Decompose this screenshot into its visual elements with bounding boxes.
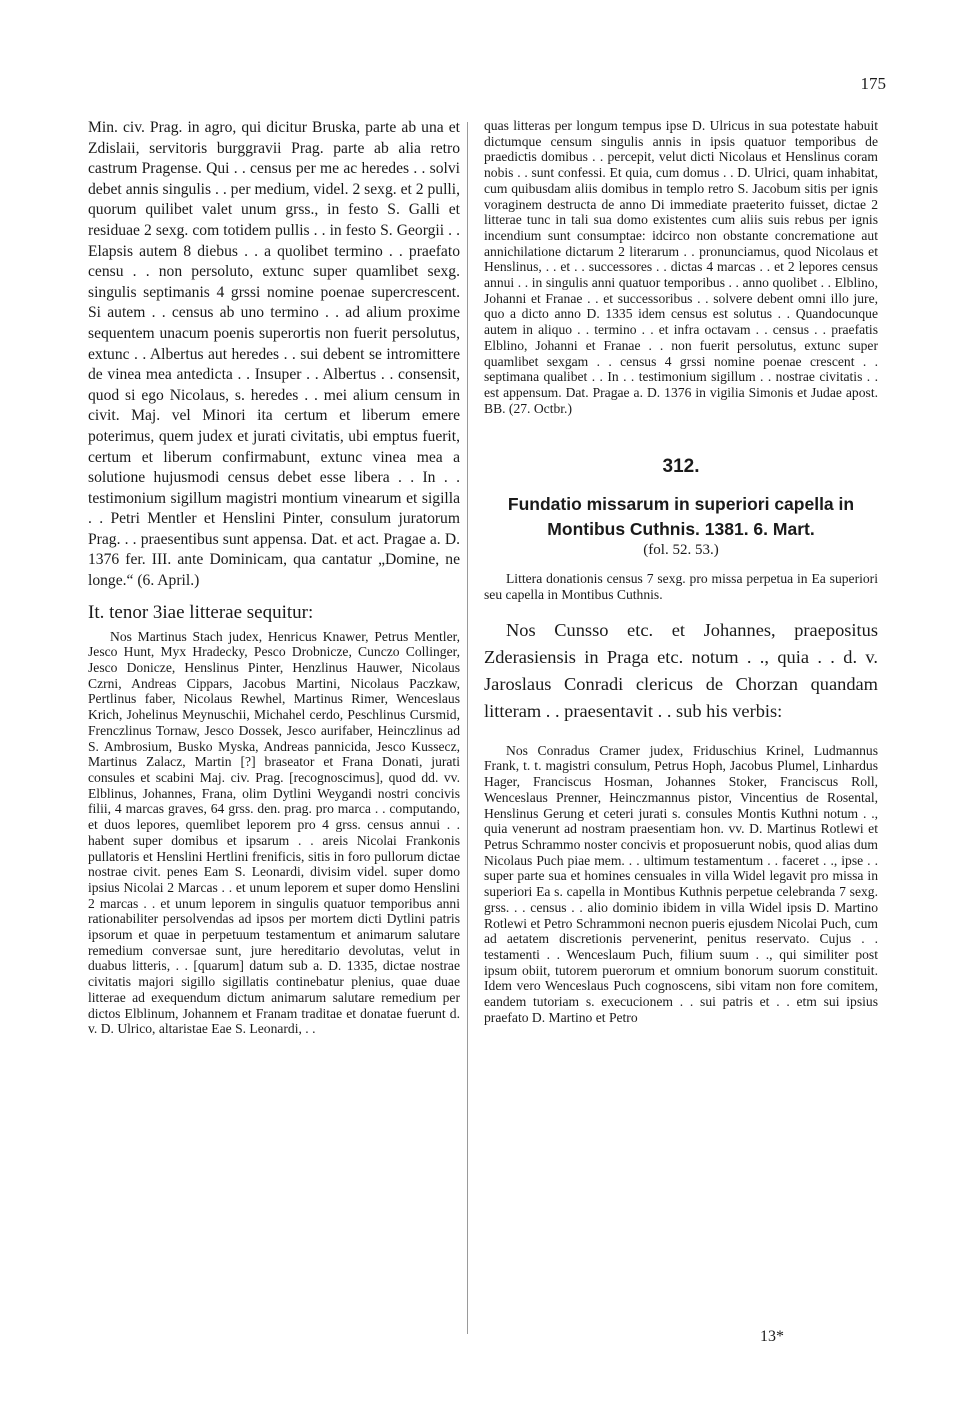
right-paragraph-2: Nos Conradus Cramer judex, Friduschius Krinel, Ludmannus Frank, t. t. magistri consulum, Petrus Hoph, Jacobus Plumel, Linhardus Hager, Franciscus Hosman, Johannes Stoker, Franciscus Roll, Wenceslaus Prenner, Heinczmannus pistor, Vincentius de Rosental, Henslinus Gerung et ceteri jurati s. consules Montis Kuthni notum . ., quia venerunt ad nostram praesentiam hon. vv. D. Martinus Rotlewi et Petrus Schrammo noster concivis et proposuerunt nobis, quod alias dum Nicolaus Puch piae mem. . . ultimum testamentum . . faceret . ., ipse . . super parte sua et homines censuales in villa Widel legavit pro missa in superiori Ea s. capella in Montibus Kuthnis perpetue celebranda 7 sexg. grss. . . census . . alio dominio ibidem in villa Widel ipsis D. Martino Rotlewi et Petro Schrammoni necnon pueris ejusdem Nicolai Puch, cum ad aetatem discretionis pervenerint, penitus reservato. Cujus . . testamenti . . Wenceslaum Puch, filium suum . ., qui similiter post ipsum obiit, tutorem puerorum et omnium bonorum suorum constituit. Idem vero Wenceslaus Puch cognoscens, sibi vitam non fore comitem, eandem tutoriam s. execucionem . . sui patris et . . etm sui ipsius praefato D. Martino et Petro bbox=[484, 742, 878, 1025]
sheet-signature: 13* bbox=[760, 1328, 784, 1345]
document-number: 312. bbox=[662, 456, 700, 478]
page-number: 175 bbox=[860, 74, 886, 93]
section-heading: It. tenor 3iae litterae sequitur: bbox=[88, 601, 314, 623]
document-title: Fundatio missarum in superiori capella in Montibus Cuthnis. 1381. 6. Mart. bbox=[507, 494, 855, 540]
column-divider bbox=[467, 122, 468, 1334]
document-summary: Littera donationis census 7 sexg. pro missa perpetua in Ea superiori seu capella in Montibus Cuthnis. bbox=[484, 571, 878, 603]
left-column bbox=[88, 118, 460, 1037]
left-paragraph-2: Nos Martinus Stach judex, Henricus Knawer, Petrus Mentler, Jesco Hunt, Myx Hradecky, Pesco Drobnicze, Cunczo Collinger, Jesco Donicze, Henslinus Pinter, Henzlinus Hauwer, Nicolaus Czrni, Andreas Cippars, Jacobus Martini, Nicolaus Paczkaw, Pertlinus faber, Nicolaus Rewhel, Martinus Rimer, Wenceslaus Krich, Johelinus Meynuschii, Michahel cerdo, Peschlinus Cursmid, Frenczlinus Tornaw, Jesco Dossek, Jesco aurifaber, Heinczlinus ad S. Ambrosium, Busko Myska, Andreas pannicida, Jesco Kussecz, Martinus Zalacz, Martin [?] braseator et Frana Donati, jurati consules et scabini Maj. civ. Prag. [recognoscimus], quod dd. vv. Elblinus, Johannes, Frana, olim Dytlini Weygandi nostri concivis filii, 4 marcas graves, 64 grss. den. prag. pro marca . . computando, et duos lepores, quemlibet leporem pro 4 grss. census annui . . habent super domibus et ipsarum . . areis Nicolai Frankonis pullatoris et Henslini Hertlini frenificis, sitis in foro pullorum dictae nostrae civit. penes Eam S. Leonardi, divisim videl. super domo ipsius Nicolai 2 Marcas . . et unum leporem et super domo Henslini 2 marcas . . et unum leporem in singulis quatuor temporibus anni rationabiliter persolvendas ad ipsos per mortem dicti Dytlini patris ipsorum et quae in perpetuum testamentum et animarum salutare remedium conversae sunt, jure hereditario devolutas, velut in duabus litteris, . . [quarum] datum sub a. D. 1335, dictae nostrae civitatis majori sigillo sigillatis continebatur plenius, quae duae litterae ad exequendum dictum animarum salutare remedium per dictos Elblinum, Johannem et Franam traditae et donatae fuerunt d. v. D. Ulrico, altaristae Eae S. Leonardi, . . bbox=[88, 628, 460, 1037]
document-opening: Nos Cunsso etc. et Johannes, praepositus Zderasiensis in Praga etc. notum . ., quia . . d. v. Jaroslaus Conradi clericus de Chorzan quandam litteram . . praesentavit . . sub his verbis: bbox=[484, 619, 878, 721]
right-paragraph-1: quas litteras per longum tempus ipse D. Ulricus in sua potestate habuit dictumque censum singulis annis in ipsis quatuor temporibus de praedictis domibus . . percepit, velut dicti Nicolaus et Henslinus coram nobis . . sunt confessi. Et quia, cum domus . . D. Ulrici, quam inhabitat, cum quibusdam aliis domibus in templo retro S. Jacobum sitis per ignis voraginem destructa de anno Di immediate praeterito fuisset, dictae 2 litterae tunc in tali sua domo existentes cum aliis suis rebus per ignis incendium sunt consumptae: idcirco non obstante concrematione aut annichilatione dictarum 2 literarum . . pronunciamus, quod Nicolaus et Henslinus, . . et . . successores . . dictas 4 marcas . . et 2 lepores census annui . . in singulis anni quatuor temporibus . . anno quolibet . . Elblino, Johanni et Franae . . et successoribus . . solvere debent omni illo jure, quo a dicto anno D. 1335 idem census est solutus . . Quandocunque autem in aliquo . . termino . . et infra octavam . . census . . praefatis Elblino, Johanni et Franae . . non fuerit persolutus, extunc super quamlibet sexgam . . census 4 grssi nomine poenae crescent . . septimana qualibet . . In . . testimonium sigillum . . nostrae civitatis . . est appensum. Dat. Pragae a. D. 1376 in vigilia Simonis et Judae apost. BB. (27. Octbr.) bbox=[484, 118, 878, 416]
left-paragraph-1: Min. civ. Prag. in agro, qui dicitur Bruska, parte ab una et Zdislaii, servitoris burggravii Prag. parte ab alia retro castrum Pragense. Qui . . census per me ac heredes . . solvi debet annis singulis . . per medium, videl. 2 sexg. et 2 pulli, quorum quilibet valet unum grss., in festo S. Galli et residuae 2 sexg. com totidem pullis . . in festo S. Georgii . . Elapsis autem 8 diebus . . a quolibet termino . . praefato censu . . non persoluto, extunc super quamlibet sexg. singulis septimanis 4 grssi nomine poenae supercrescent. Si autem . . census ab uno termino . . ad alium proxime sequentem unacum poenis superortis non fuerit persolutus, extunc . . Albertus aut heredes . . sui debent se intromittere de vinea mea antedicta . . Insuper . . Albertus . . consensit, quod si ego Nicolaus, s. heredes . . mei alium censum in civit. Maj. vel Minori ita certum et liberum emere poterimus, quem judex et jurati civitatis, ubi emptus fuerit, certum et liberum confirmabunt, extunc vinea mea a solutione hujusmodi census debet esse libera . . In . . testimonium sigillum magistri montium vinearum et sigilla . . Petri Mentler et Henslini Pinter, consulum juratorum Prag. . . praesentibus sunt appensa. Dat. et act. Pragae a. D. 1376 fer. III. ante Dominicam, qua cantatur „Domine, ne longe.“ (6. April.) bbox=[88, 119, 460, 590]
right-column bbox=[484, 118, 878, 1025]
folio-reference: (fol. 52. 53.) bbox=[643, 542, 719, 559]
